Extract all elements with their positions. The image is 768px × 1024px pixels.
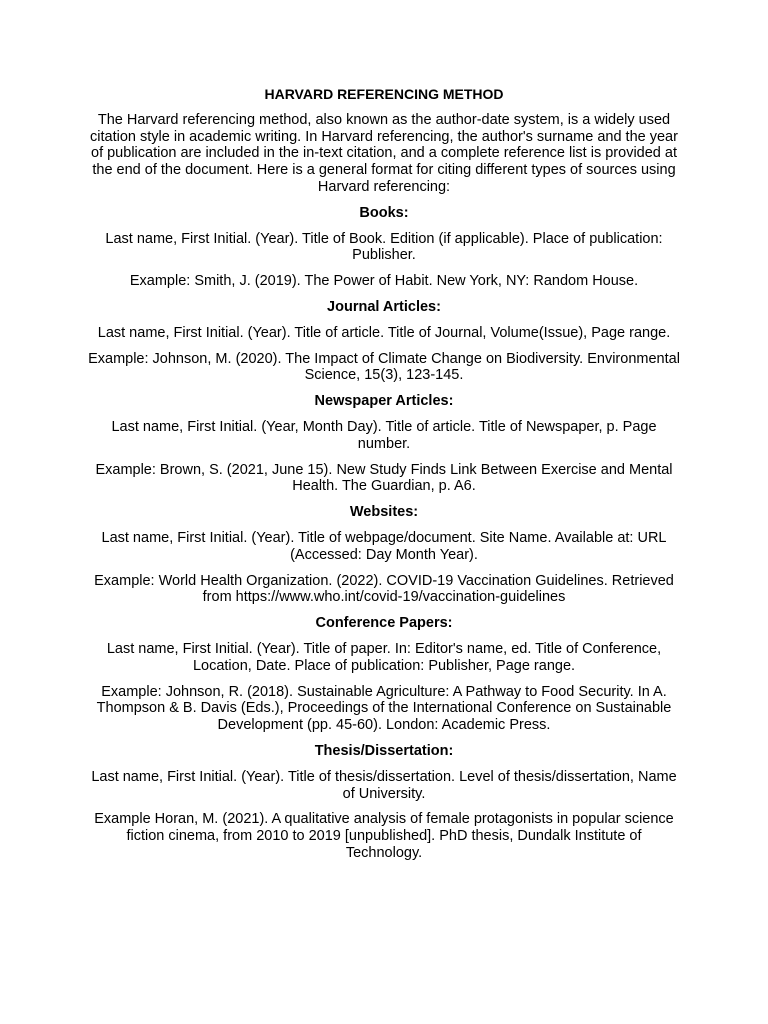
section-books bbox=[88, 205, 680, 290]
section-heading: Websites: bbox=[349, 504, 419, 521]
section-heading: Journal Articles: bbox=[327, 298, 441, 315]
format-template: Last name, First Initial. (Year). Title of article. Title of Journal, Volume(Issue), Page range. bbox=[97, 324, 671, 341]
section-heading: Conference Papers: bbox=[315, 615, 453, 632]
document-title: HARVARD REFERENCING METHOD bbox=[264, 86, 504, 102]
section-conference-papers bbox=[88, 615, 680, 734]
example-citation: Example: World Health Organization. (2022). COVID-19 Vaccination Guidelines. Retrieved from https://www.who.int/covid-19/vaccination-guidelines bbox=[94, 572, 674, 606]
intro-paragraph: The Harvard referencing method, also known as the author-date system, is a widely used citation style in academic writing. In Harvard referencing, the author's surname and the year of publication are included in the in-text citation, and a complete reference list is provided at the end of the document. Here is a general format for citing different types of sources using Harvard referencing: bbox=[90, 111, 678, 195]
example-citation: Example Horan, M. (2021). A qualitative analysis of female protagonists in popular science fiction cinema, from 2010 to 2019 [unpublished]. PhD thesis, Dundalk Institute of Technology. bbox=[94, 811, 674, 861]
format-template: Last name, First Initial. (Year). Title of webpage/document. Site Name. Available at: URL (Accessed: Day Month Year). bbox=[101, 529, 667, 563]
example-citation: Example: Johnson, M. (2020). The Impact of Climate Change on Biodiversity. Environmental Science, 15(3), 123-145. bbox=[88, 350, 680, 384]
format-template: Last name, First Initial. (Year, Month Day). Title of article. Title of Newspaper, p. Page number. bbox=[111, 418, 657, 452]
section-heading: Books: bbox=[359, 204, 409, 221]
section-heading: Thesis/Dissertation: bbox=[314, 742, 454, 759]
example-citation: Example: Brown, S. (2021, June 15). New Study Finds Link Between Exercise and Mental Health. The Guardian, p. A6. bbox=[95, 461, 673, 495]
section-newspaper-articles bbox=[88, 393, 680, 495]
section-journal-articles bbox=[88, 299, 680, 384]
section-websites bbox=[88, 504, 680, 606]
section-heading: Newspaper Articles: bbox=[314, 393, 454, 410]
format-template: Last name, First Initial. (Year). Title of thesis/dissertation. Level of thesis/dissertation, Name of University. bbox=[91, 768, 677, 802]
format-template: Last name, First Initial. (Year). Title of Book. Edition (if applicable). Place of publication: Publisher. bbox=[105, 230, 663, 264]
section-thesis-dissertation bbox=[88, 743, 680, 862]
format-template: Last name, First Initial. (Year). Title of paper. In: Editor's name, ed. Title of Conference, Location, Date. Place of publication: Publisher, Page range. bbox=[106, 640, 662, 674]
example-citation: Example: Smith, J. (2019). The Power of Habit. New York, NY: Random House. bbox=[129, 273, 639, 290]
example-citation: Example: Johnson, R. (2018). Sustainable Agriculture: A Pathway to Food Security. In A. Thompson & B. Davis (Eds.), Proceedings of the International Conference on Sustainable Development (pp. 45-60). London: Academic Press. bbox=[96, 683, 672, 734]
